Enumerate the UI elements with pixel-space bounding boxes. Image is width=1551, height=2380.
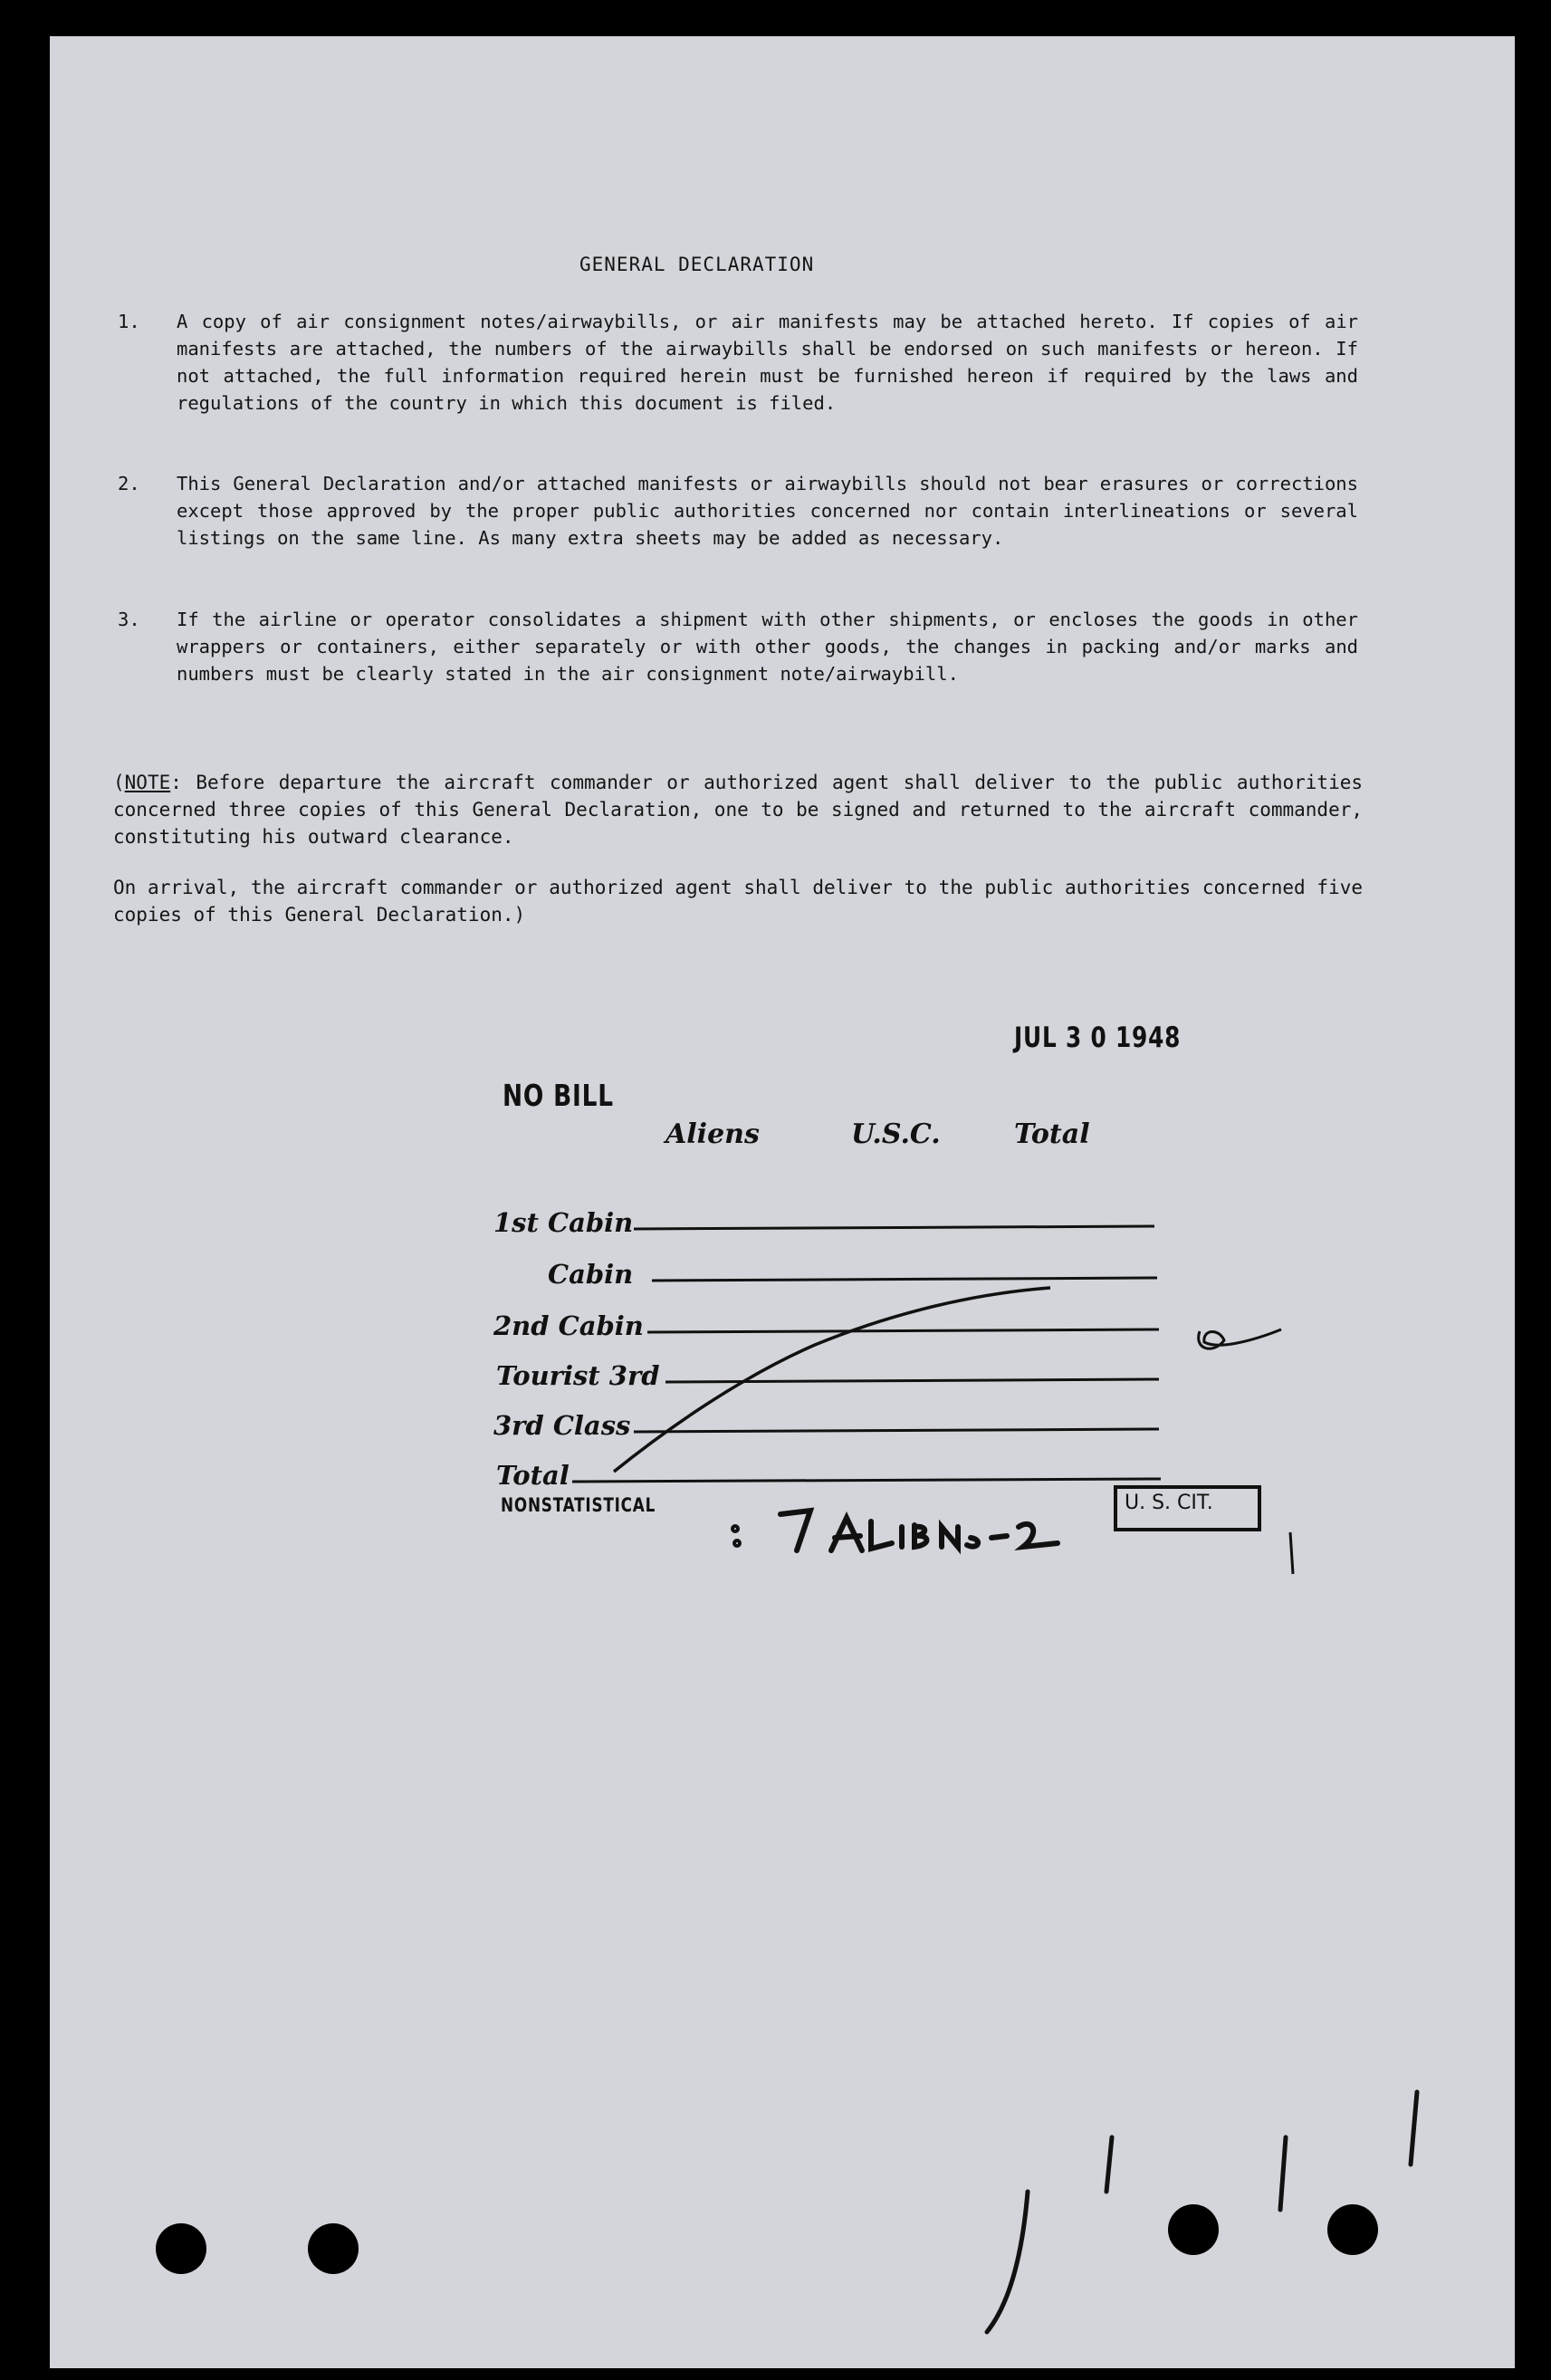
tally-mark <box>1280 2137 1286 2210</box>
arrival-paragraph: On arrival, the aircraft commander or authorized agent shall deliver to the public authorities concerned five copies of this General Declaration.) <box>113 877 1363 926</box>
row-rule-3rd-class <box>634 1429 1159 1432</box>
column-header-aliens: Aliens <box>665 1118 760 1150</box>
punch-hole <box>1168 2204 1219 2255</box>
us-cit-stamp: U. S. CIT. <box>1125 1492 1213 1514</box>
note-text: : Before departure the aircraft commander or authorized agent shall deliver to the public authorities concerned three copies of this General Declaration, one to be signed and returned to the aircraft commander, constituting his outward clearance. <box>113 772 1363 848</box>
handwritten-digit-7 <box>780 1511 810 1550</box>
paragraph-text: This General Declaration and/or attached manifests or airwaybills should not bear erasures or corrections except those approved by the proper public authorities concerned nor contain interlineations or several listings on the same line. As many extra sheets may be added as necessary. <box>177 473 1358 549</box>
nonstatistical-stamp: NONSTATISTICAL <box>501 1494 656 1516</box>
row-label-total: Total <box>496 1460 570 1491</box>
row-label-1st-cabin: 1st Cabin <box>493 1207 634 1238</box>
tally-mark <box>987 2192 1028 2332</box>
handwritten-colon-dot <box>735 1541 739 1545</box>
handwritten-letter-b <box>914 1525 927 1547</box>
paragraph-text: A copy of air consignment notes/airwaybills, or air manifests may be attached hereto. If copies of air manifests are attached, the numbers of the airwaybills shall be endorsed on such manifests or hereon. If not attached, the full information required herein must be furnished hereon if required by the laws and regulations of the country in which this document is filed. <box>177 311 1358 414</box>
note-label: NOTE <box>124 772 171 793</box>
row-label-cabin: Cabin <box>548 1259 634 1290</box>
paragraph-number: 2. <box>118 473 140 494</box>
paragraph-text: If the airline or operator consolidates a shipment with other shipments, or encloses the goods in other wrappers or containers, either separately or with other goods, the changes in packing and/or marks and numbers must be clearly stated in the air consignment note/airwaybill. <box>177 609 1358 685</box>
note-open-paren: ( <box>113 772 125 793</box>
handwritten-dash <box>991 1536 1007 1538</box>
side-handwritten-mark <box>1199 1329 1281 1348</box>
paragraph-number: 3. <box>118 609 140 630</box>
handwritten-letter-n <box>942 1527 958 1547</box>
handwritten-letter-s <box>967 1538 978 1547</box>
tally-mark <box>1411 2092 1417 2164</box>
column-header-usc: U.S.C. <box>851 1118 941 1150</box>
document-title: GENERAL DECLARATION <box>579 254 815 275</box>
row-rule-2nd-cabin <box>647 1329 1159 1332</box>
tally-mark <box>1106 2137 1112 2192</box>
row-label-tourist-3rd: Tourist 3rd <box>496 1360 660 1391</box>
stamp-bracket-mark <box>1290 1532 1293 1574</box>
handwritten-colon-dot <box>733 1527 737 1531</box>
column-header-total: Total <box>1014 1118 1090 1150</box>
row-rule-1st-cabin <box>634 1226 1154 1229</box>
date-stamp: JUL 3 0 1948 <box>1014 1022 1182 1054</box>
punch-hole <box>308 2223 359 2274</box>
punch-hole <box>1327 2204 1378 2255</box>
punch-hole <box>156 2223 206 2274</box>
paragraph-number: 1. <box>118 311 140 332</box>
handwritten-letter-l <box>871 1521 892 1549</box>
row-label-3rd-class: 3rd Class <box>493 1410 631 1441</box>
row-label-2nd-cabin: 2nd Cabin <box>493 1310 644 1341</box>
handwritten-digit-2 <box>1019 1524 1058 1547</box>
row-rule-cabin <box>652 1278 1157 1281</box>
no-bill-stamp: NO BILL <box>503 1078 614 1113</box>
handwritten-letter-a <box>831 1518 862 1550</box>
row-rule-total <box>572 1479 1161 1482</box>
row-rule-tourist-3rd <box>665 1379 1159 1382</box>
